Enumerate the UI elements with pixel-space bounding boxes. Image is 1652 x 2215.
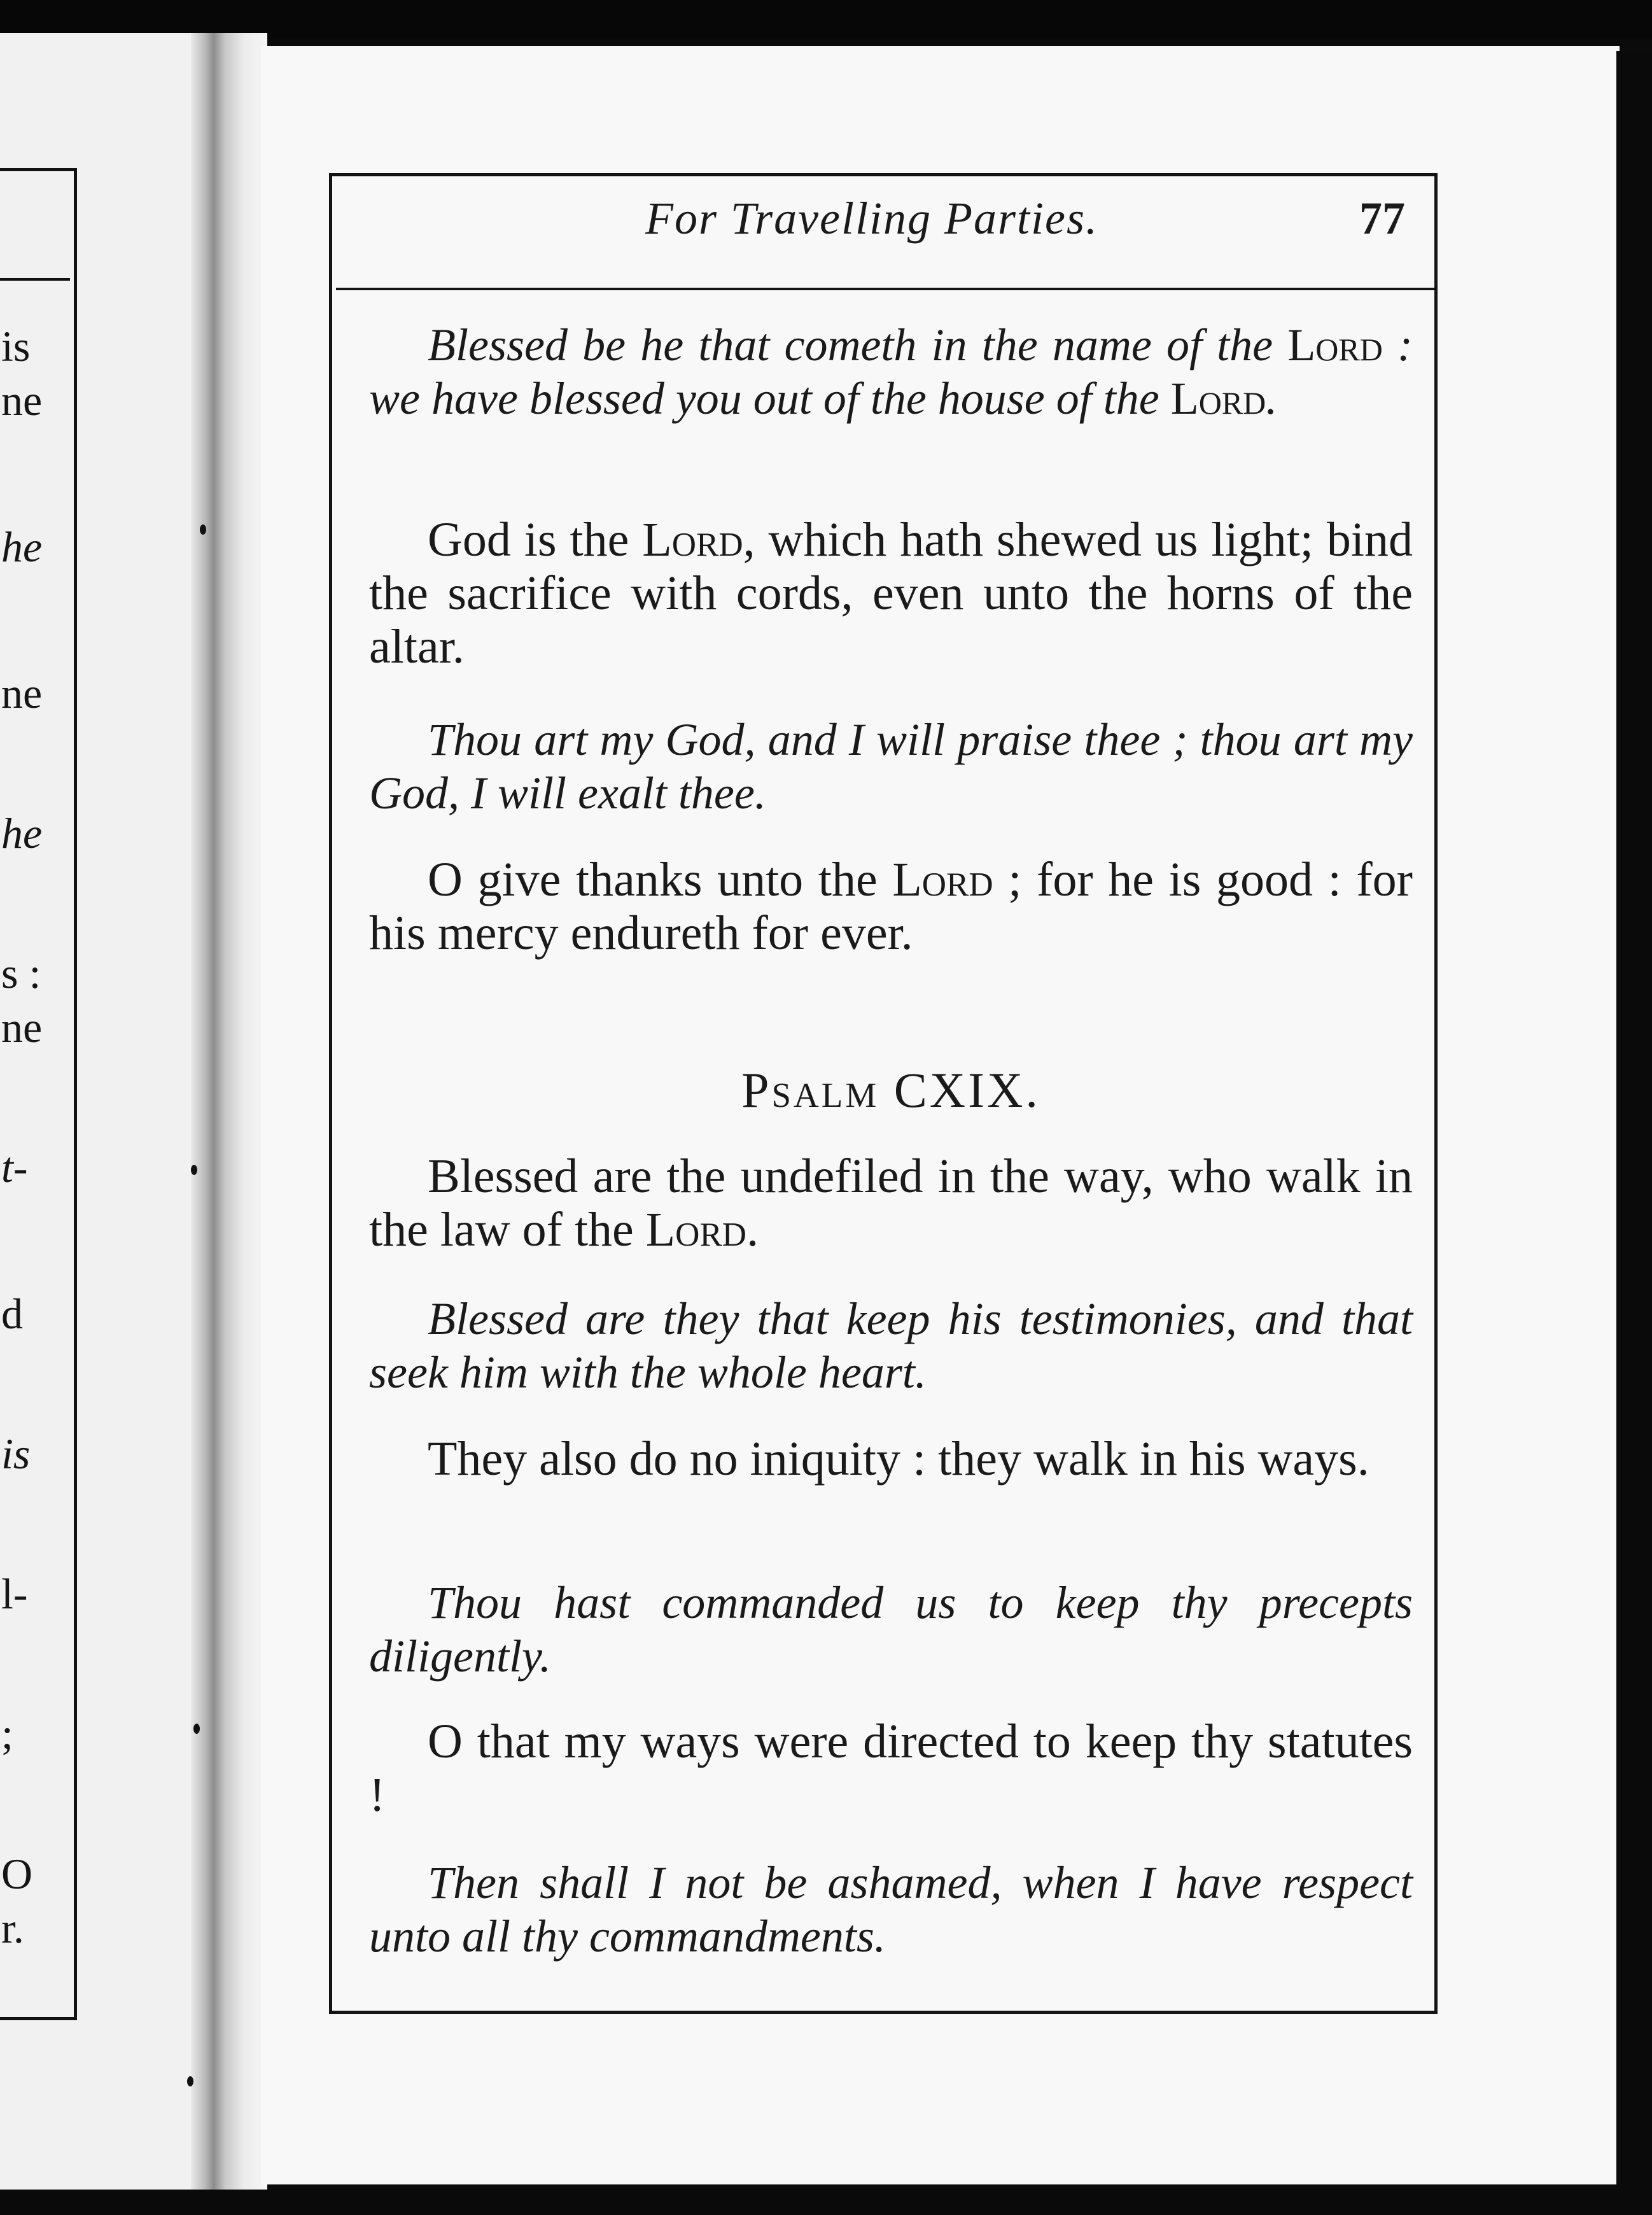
left-page-text-fragment: d [1, 1290, 23, 1338]
left-page-text-fragment: ; [1, 1710, 13, 1758]
left-page [0, 33, 200, 2215]
left-page-text-fragment: ne [1, 376, 43, 425]
left-page-text-fragment: O [1, 1850, 33, 1898]
left-page-text-fragment: ne [1, 669, 43, 717]
left-page-text-fragment: is [1, 1430, 31, 1478]
left-page-text-fragment: he [1, 809, 43, 857]
verse-paragraph: O that my ways were directed to keep thy statutes ! [369, 1715, 1413, 1822]
left-page-text-fragment: r. [1, 1904, 24, 1952]
left-page-text-fragment: ne [1, 1003, 43, 1051]
left-page-text-fragment: he [1, 523, 43, 571]
verse-paragraph: They also do no iniquity : they walk in his ways. [428, 1432, 1369, 1486]
psalm-heading: Psalm CXIX. [741, 1062, 1040, 1118]
gutter-mark [191, 1165, 197, 1175]
verse-paragraph: Blessed are they that keep his testimonies, and that seek him with the whole heart. [369, 1293, 1413, 1398]
verse-paragraph: Thou art my God, and I will praise thee ; thou art my God, I will exalt thee. [369, 714, 1413, 819]
left-page-text-fragment: is [1, 322, 31, 370]
gutter-mark [187, 2076, 193, 2086]
verse-paragraph: Then shall I not be ashamed, when I have respect unto all thy commandments. [369, 1857, 1413, 1962]
scan-background-right [1616, 51, 1652, 2215]
header-rule [336, 288, 1436, 290]
page-number: 77 [1359, 193, 1405, 244]
verse-paragraph: Thou hast commanded us to keep thy precepts diligently. [369, 1577, 1413, 1682]
left-page-text-fragment: s : [1, 949, 41, 997]
book-gutter [191, 33, 267, 2215]
left-page-header-rule [0, 278, 70, 281]
running-head: For Travelling Parties. [645, 193, 1098, 244]
gutter-mark [200, 524, 206, 535]
scan-background-bottom [0, 2190, 1652, 2215]
gutter-mark [193, 1724, 200, 1734]
left-page-text-fragment: t- [1, 1143, 28, 1192]
verse-paragraph: O give thanks unto the Lord ; for he is good : for his mercy endureth for ever. [369, 853, 1413, 960]
verse-paragraph: Blessed be he that cometh in the name of the Lord : we have blessed you out of the house of the Lord. [369, 320, 1413, 424]
verse-paragraph: Blessed are the undefiled in the way, who walk in the law of the Lord. [369, 1150, 1413, 1256]
left-page-text-fragment: l- [1, 1570, 28, 1618]
verse-paragraph: God is the Lord, which hath shewed us light; bind the sacrifice with cords, even unto the horns of the altar. [369, 513, 1413, 673]
